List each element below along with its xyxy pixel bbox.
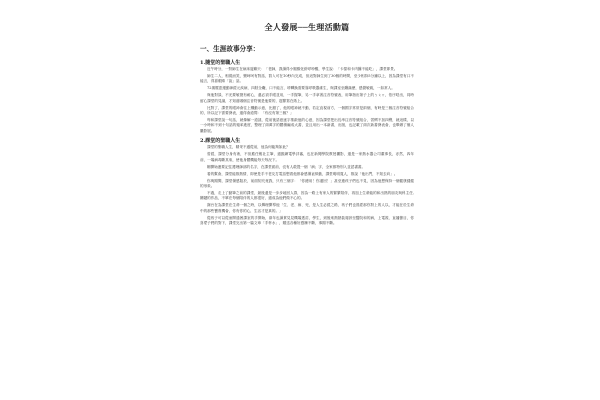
- document-body: [200, 59, 414, 227]
- document-content: [200, 22, 414, 228]
- paragraph: 曾經，課堂分身有術，不但擔任報社主筆，還擔網電學評審，也在新聞學院教授攝影，還是一家熱水器公司董事長，亦然，四年前，一場病毒斷其來，使他身體機能每天每況下。: [200, 152, 414, 162]
- paragraph: 近午時分，一對師生在病床邊聊天：「老師，我讀得小腿酸化紛呼吵醒，學生說：「卡搽和卡肉腫不能吃」，課堂即景。: [207, 67, 398, 71]
- paragraph: 看的幫會，課堂能推熱情，即使是手不老友打電話想看他都會感傷哀悼動，課堂明明寬人，推說「他出門，不知去向」。: [207, 171, 398, 176]
- subheading: 1.隨堂的聖職人生: [200, 60, 241, 66]
- paragraph: 謝台在為課堂在生命一個之時，以傳理開導他「生、老、病、死，是人生必經之路，孩子們也曾經那你對上的人以，才能在於生命中的那些寶貴機會，你有你的心，生活才是真的。」: [200, 203, 414, 213]
- document-title: 全人發展──生理活動篇: [264, 22, 350, 32]
- section-title: 一、生涯故事分享：: [200, 45, 260, 53]
- paragraph: 每和課堂說一句話，就像解一道謎，從前後語意逐字推敲他的心意，因為課堂把出長串注音符號組合，習慣不加四聲，就這樣，以一小時和不到十句話的頻率進度，整理了兩萬字的體積編成大書，並且用出一本新書，出版，也記載了兩次新書發表會，也舉辦了個人攝影展。: [200, 117, 414, 133]
- paragraph: 你與期間，課堂傷感阻於，前面知究竟我，只有三個字：「你總用！你還回！」甚至連孩子們也不見，因為他想保持一個健康健健的形象。: [200, 178, 414, 189]
- paragraph: 師生二人，相視而笑，樂呵呵有對話，寫入可在10秒內完成，但這對師生到了30個的時間，至少相持5分鐘以上，因為課堂有口不能言，得靠眼睛「說」話。: [200, 73, 414, 84]
- paragraph: 72歲罹患運動神經元疾病，四肢全癱，口不能言，呼轉換需要靠呼吸器維生，與課室至纏滿歷，感覺敏銳，一如常人。: [207, 86, 395, 91]
- paragraph: 課堂的聖職人生，精采不遜從前，他為何能夠如此？: [207, 145, 290, 150]
- paragraph: 比對了，課堂的眼神會往上飄動示意，比錯了，他的眼神就不動，若定直視前方，一個國字常常是兩個，有時是三個注音符號組合的，所以記下需要發表，還得會道問：「有沒有第三個？」: [200, 105, 414, 116]
- paragraph: 從孩子可以從而開通困課室的手開始，兩年也讀貧見見機場透苗，學生，到後來熱熱裝爬該至醫院和的病，上電視、直播節目，你喜愛子們的對下，課堂完出第一篇文章「手杯水」，贈送各種好感擁不斷，事期不斷。: [200, 215, 414, 226]
- paragraph: 與他對談，不光要敏捷有耐心，還必須手眼並用，一手握筆，另一手拿著注音符號表，用筆指出第子上的ㄅㄆㄇ，依序唸出，同時留心課堂的見識，才知道哪個注音符號是他要的，趕緊寫在紙上。: [200, 93, 414, 103]
- subheading: 2.課堂的聖職人生: [200, 138, 241, 145]
- paragraph: 不過，走上了動筆之前的課堂，最後還是一步步地回人群，因為一路上有家人的緊緊陪伴，再加上生命能的和出熱的朋友與科主任,關鍵的作品，不單在每個陪伴的人都很好，還成為他們做不心的。: [200, 190, 414, 201]
- paragraph: 剛開始連要記住護理師部的名字，在課堂面前，沒有人敢提一個「病」字，全家都特別入並認書書。: [207, 164, 366, 169]
